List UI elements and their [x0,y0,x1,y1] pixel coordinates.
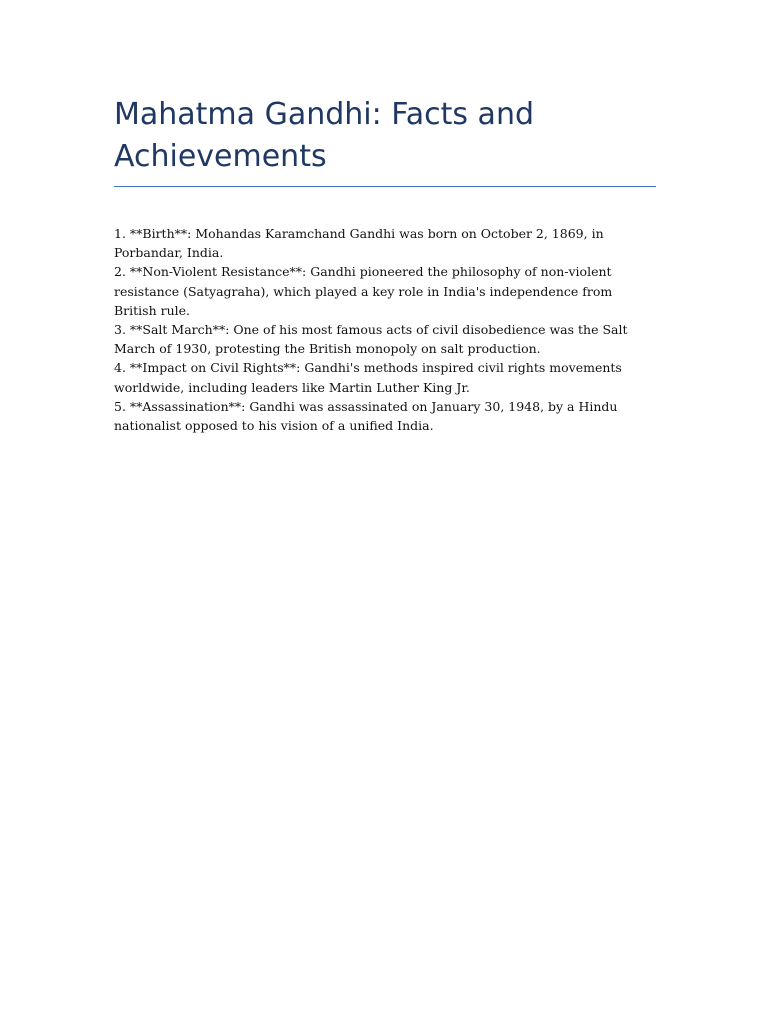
list-item-birth: 1. **Birth**: Mohandas Karamchand Gandhi was born on October 2, 1869, in Porbandar, India. [114,226,604,261]
list-item-non-violent-resistance: 2. **Non-Violent Resistance**: Gandhi pioneered the philosophy of non-violent resistance (Satyagraha), which played a key role in India's independence from British rule. [114,264,613,318]
document-page [114,94,656,435]
document-title: Mahatma Gandhi: Facts and Achievements [114,94,656,187]
list-item-salt-march: 3. **Salt March**: One of his most famous acts of civil disobedience was the Salt March of 1930, protesting the British monopoly on salt production. [114,322,628,357]
document-body [114,224,656,435]
list-item-impact-on-civil-rights: 4. **Impact on Civil Rights**: Gandhi's methods inspired civil rights movements worldwide, including leaders like Martin Luther King Jr. [114,360,622,395]
list-item-assassination: 5. **Assassination**: Gandhi was assassinated on January 30, 1948, by a Hindu nationalist opposed to his vision of a unified India. [114,398,618,434]
